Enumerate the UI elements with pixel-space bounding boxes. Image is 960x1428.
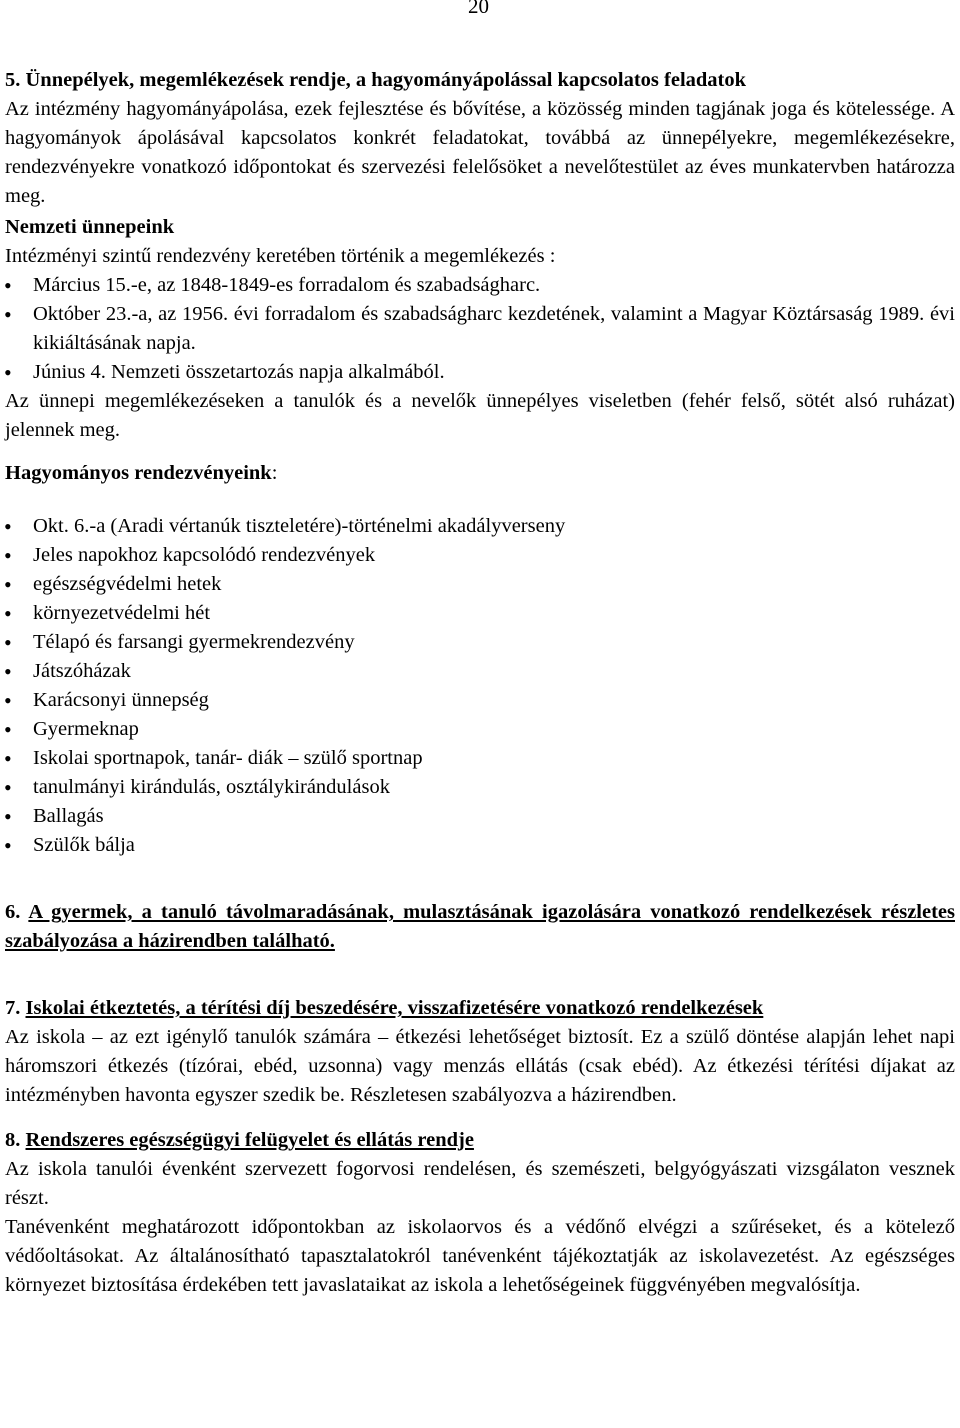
spacer bbox=[5, 488, 955, 512]
section-7-text: Iskolai étkeztetés, a térítési díj beszedésére, visszafizetésére vonatkozó rendelkezések bbox=[25, 997, 764, 1019]
spacer bbox=[5, 445, 955, 459]
list-item: • Március 15.-e, az 1848-1849-es forradalom és szabadságharc. bbox=[5, 271, 955, 300]
section-8-text: Rendszeres egészségügyi felügyelet és ellátás rendje bbox=[25, 1129, 474, 1151]
section-5-title: 5. Ünnepélyek, megemlékezések rendje, a hagyományápolással kapcsolatos feladatok bbox=[5, 69, 747, 91]
national-holidays-title: Nemzeti ünnepeink bbox=[5, 216, 175, 238]
section-8-body-1: Az iskola tanulói évenként szervezett fogorvosi rendelésen, és szemészeti, belgyógyászati vizsgálaton vesznek részt. bbox=[5, 1158, 955, 1209]
list-item: • Június 4. Nemzeti összetartozás napja alkalmából. bbox=[5, 358, 955, 387]
list-item: • Jeles napokhoz kapcsolódó rendezvények bbox=[5, 541, 955, 570]
section-8-number: 8. bbox=[5, 1129, 21, 1151]
section-7-body: Az iskola – az ezt igénylő tanulók számára – étkezési lehetőséget biztosít. Ez a szülő döntése alapján lehet napi háromszori étkezés (tízórai, ebéd, uzsonna) vagy menzás ellátás (csak ebéd). Az étkezési térítési díjakat az intézményben havonta egyszer szedik be. Részletesen szabályozva a házirendben. bbox=[5, 1026, 955, 1106]
list-item: • egészségvédelmi hetek bbox=[5, 570, 955, 599]
dress-code-text: Az ünnepi megemlékezéseken a tanulók és a nevelők ünnepélyes viseletben (fehér felső, sötét alsó ruházat) jelennek meg. bbox=[5, 390, 955, 441]
spacer bbox=[5, 860, 955, 898]
national-holidays-intro: Intézményi szintű rendezvény keretében történik a megemlékezés : bbox=[5, 245, 556, 267]
traditional-events-list bbox=[5, 512, 955, 860]
traditional-events-colon: : bbox=[271, 462, 278, 484]
list-item: • Karácsonyi ünnepség bbox=[5, 686, 955, 715]
list-item: • Játszóházak bbox=[5, 657, 955, 686]
list-item: • Ballagás bbox=[5, 802, 955, 831]
list-item: • tanulmányi kirándulás, osztálykirándulások bbox=[5, 773, 955, 802]
traditional-events-title: Hagyományos rendezvényeink bbox=[5, 462, 272, 484]
section-5-intro: Az intézmény hagyományápolása, ezek fejlesztése és bővítése, a közösség minden tagjának joga és kötelessége. A hagyományok ápolásával kapcsolatos konkrét feladatokat, továbbá az ünnepélyekre, megemlékezésekre, rendezvényekre vonatkozó időpontokat és szervezési felelősöket a nevelőtestület az éves munkatervben határozza meg. bbox=[5, 98, 955, 207]
national-holidays-list bbox=[5, 271, 955, 387]
spacer bbox=[5, 956, 955, 994]
list-item: • Okt. 6.-a (Aradi vértanúk tiszteletére)-történelmi akadályverseny bbox=[5, 512, 955, 541]
section-6-title bbox=[5, 898, 955, 956]
document-page bbox=[5, 66, 955, 1300]
list-item: • Szülők bálja bbox=[5, 831, 955, 860]
list-item: • Gyermeknap bbox=[5, 715, 955, 744]
list-item: • környezetvédelmi hét bbox=[5, 599, 955, 628]
section-7-number: 7. bbox=[5, 997, 21, 1019]
page-number: 20 bbox=[468, 0, 489, 18]
list-item: • Télapó és farsangi gyermekrendezvény bbox=[5, 628, 955, 657]
section-6-number: 6. bbox=[5, 901, 21, 923]
spacer bbox=[5, 1110, 955, 1126]
section-8-title bbox=[5, 1126, 955, 1155]
list-item: • Október 23.-a, az 1956. évi forradalom és szabadságharc kezdetének, valamint a Magyar Köztársaság 1989. évi kikiáltásának napja. bbox=[5, 300, 955, 358]
section-6-text: A gyermek, a tanuló távolmaradásának, mulasztásának igazolására vonatkozó rendelkezések részletes szabályozása a házirendben található. bbox=[5, 901, 955, 952]
list-item: • Iskolai sportnapok, tanár- diák – szülő sportnap bbox=[5, 744, 955, 773]
section-7-title bbox=[5, 994, 955, 1023]
traditional-events-heading bbox=[5, 459, 955, 488]
section-8-body-2: Tanévenként meghatározott időpontokban az iskolaorvos és a védőnő elvégzi a szűréseket, és a kötelező védőoltásokat. Az általánosítható tapasztalatokról tanévenként tájékoztatják az iskolavezetést. Az egészséges környezet biztosítása érdekében tett javaslataikat az iskola a lehetőségeinek függvényében megvalósítja. bbox=[5, 1216, 955, 1296]
